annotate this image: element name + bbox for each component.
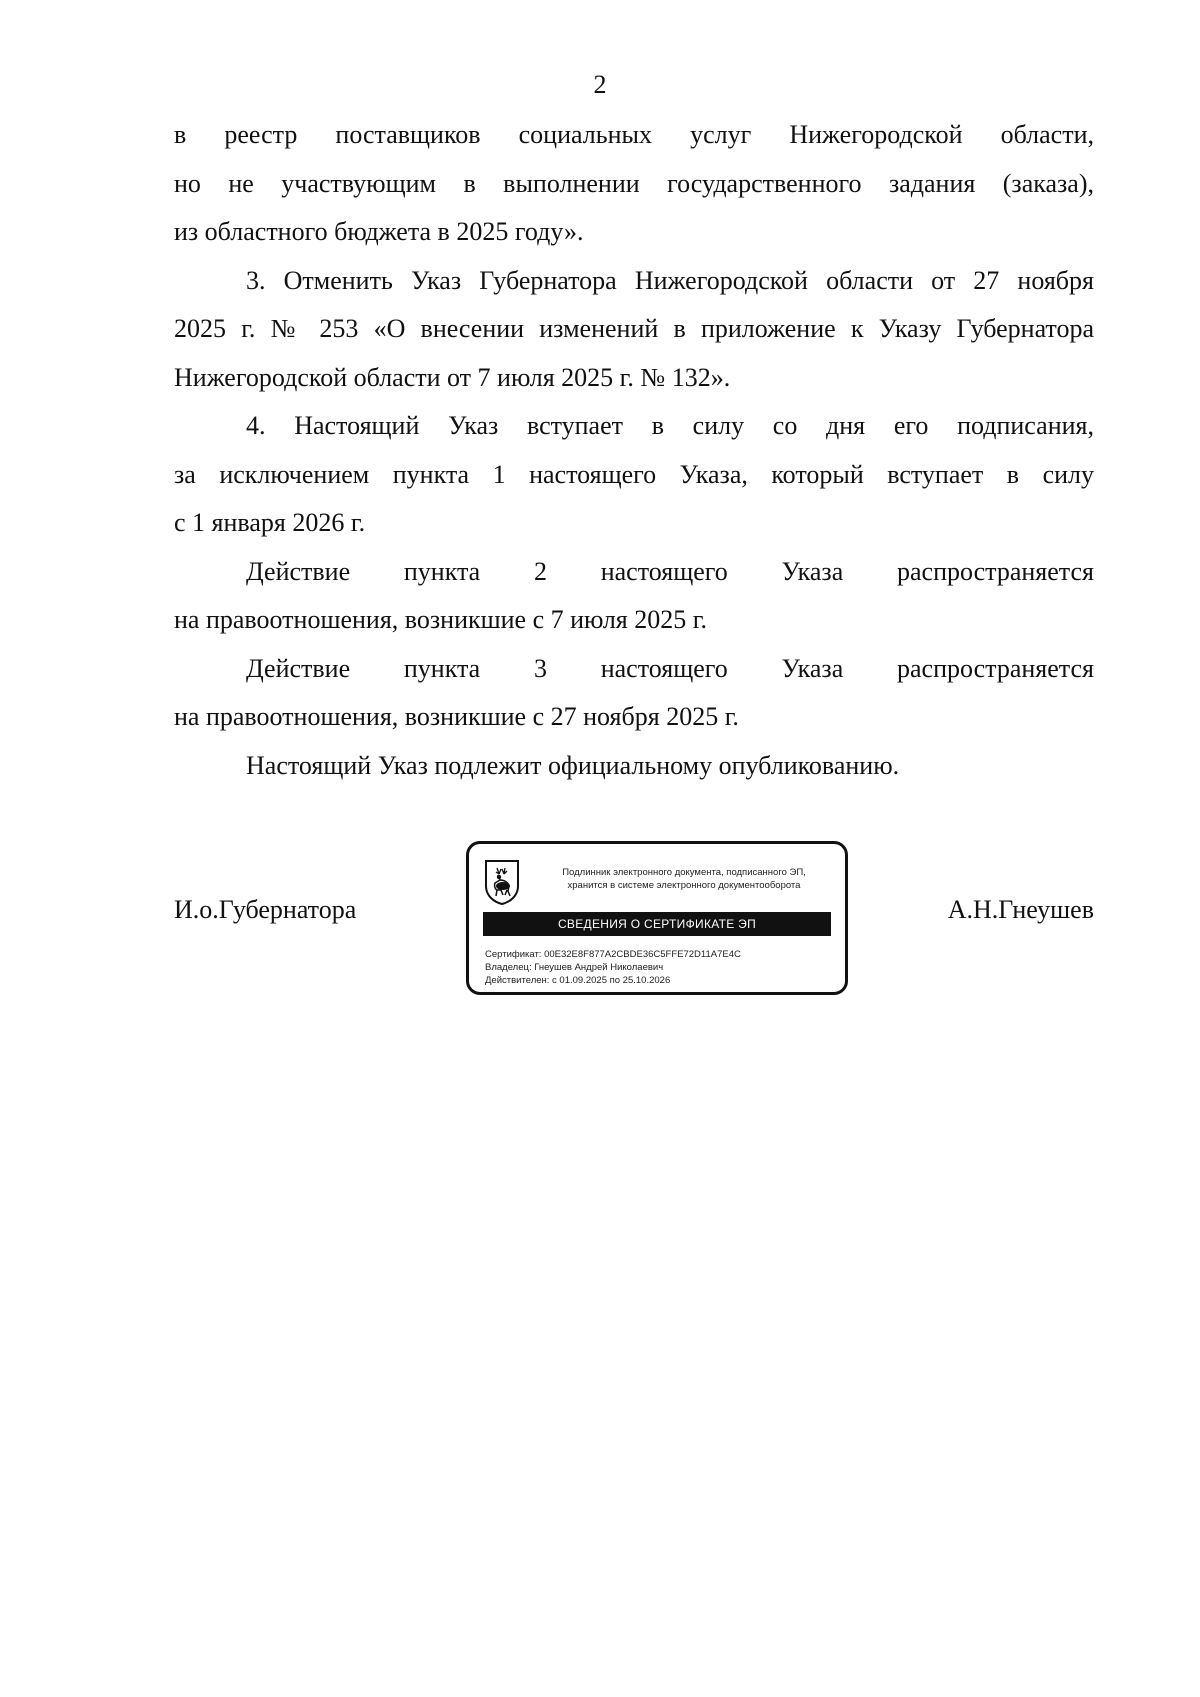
text-line: за исключением пункта 1 настоящего Указа, который вступает в силу xyxy=(174,459,1094,489)
text-line: 3. Отменить Указ Губернатора Нижегородской области от 27 ноября xyxy=(246,265,1094,295)
text-line: Настоящий Указ подлежит официальному опубликованию. xyxy=(246,750,900,780)
signatory-position: И.о.Губернатора xyxy=(174,895,357,924)
text-line: Нижегородской области от 7 июля 2025 г. № 132». xyxy=(174,362,731,392)
text-line: но не участвующим в выполнении государственного задания (заказа), xyxy=(174,168,1094,198)
text-line: на правоотношения, возникшие с 7 июля 2025 г. xyxy=(174,605,707,634)
stamp-note xyxy=(529,866,839,892)
stamp-note-line: хранится в системе электронного документооборота xyxy=(567,880,801,891)
stamp-title: СВЕДЕНИЯ О СЕРТИФИКАТЕ ЭП xyxy=(483,912,831,936)
certificate-owner: Владелец: Гнеушев Андрей Николаевич xyxy=(485,962,664,973)
stamp-certificate-details xyxy=(485,948,741,987)
nizhny-novgorod-deer-emblem-icon xyxy=(483,858,521,906)
page-number: 2 xyxy=(593,70,607,99)
certificate-number: Сертификат: 00E32E8F877A2CBDE36C5FFE72D11A7E4C xyxy=(485,949,741,960)
text-line: в реестр поставщиков социальных услуг Нижегородской области, xyxy=(174,120,1094,149)
certificate-validity: Действителен: с 01.09.2025 по 25.10.2026 xyxy=(485,975,671,986)
document-body xyxy=(174,111,1094,790)
text-line: Действие пункта 3 настоящего Указа распространяется xyxy=(246,653,1094,683)
text-line: из областного бюджета в 2025 году». xyxy=(174,217,584,246)
text-line: на правоотношения, возникшие с 27 ноября 2025 г. xyxy=(174,702,739,731)
electronic-signature-stamp xyxy=(466,841,848,995)
signatory-name: А.Н.Гнеушев xyxy=(947,895,1094,924)
text-line: Действие пункта 2 настоящего Указа распространяется xyxy=(246,556,1094,586)
text-line: с 1 января 2026 г. xyxy=(174,508,366,537)
text-line: 2025 г. № 253 «О внесении изменений в приложение к Указу Губернатора xyxy=(174,314,1094,343)
text-line: 4. Настоящий Указ вступает в силу со дня его подписания, xyxy=(246,411,1094,440)
stamp-note-line: Подлинник электронного документа, подписанного ЭП, xyxy=(562,867,806,878)
